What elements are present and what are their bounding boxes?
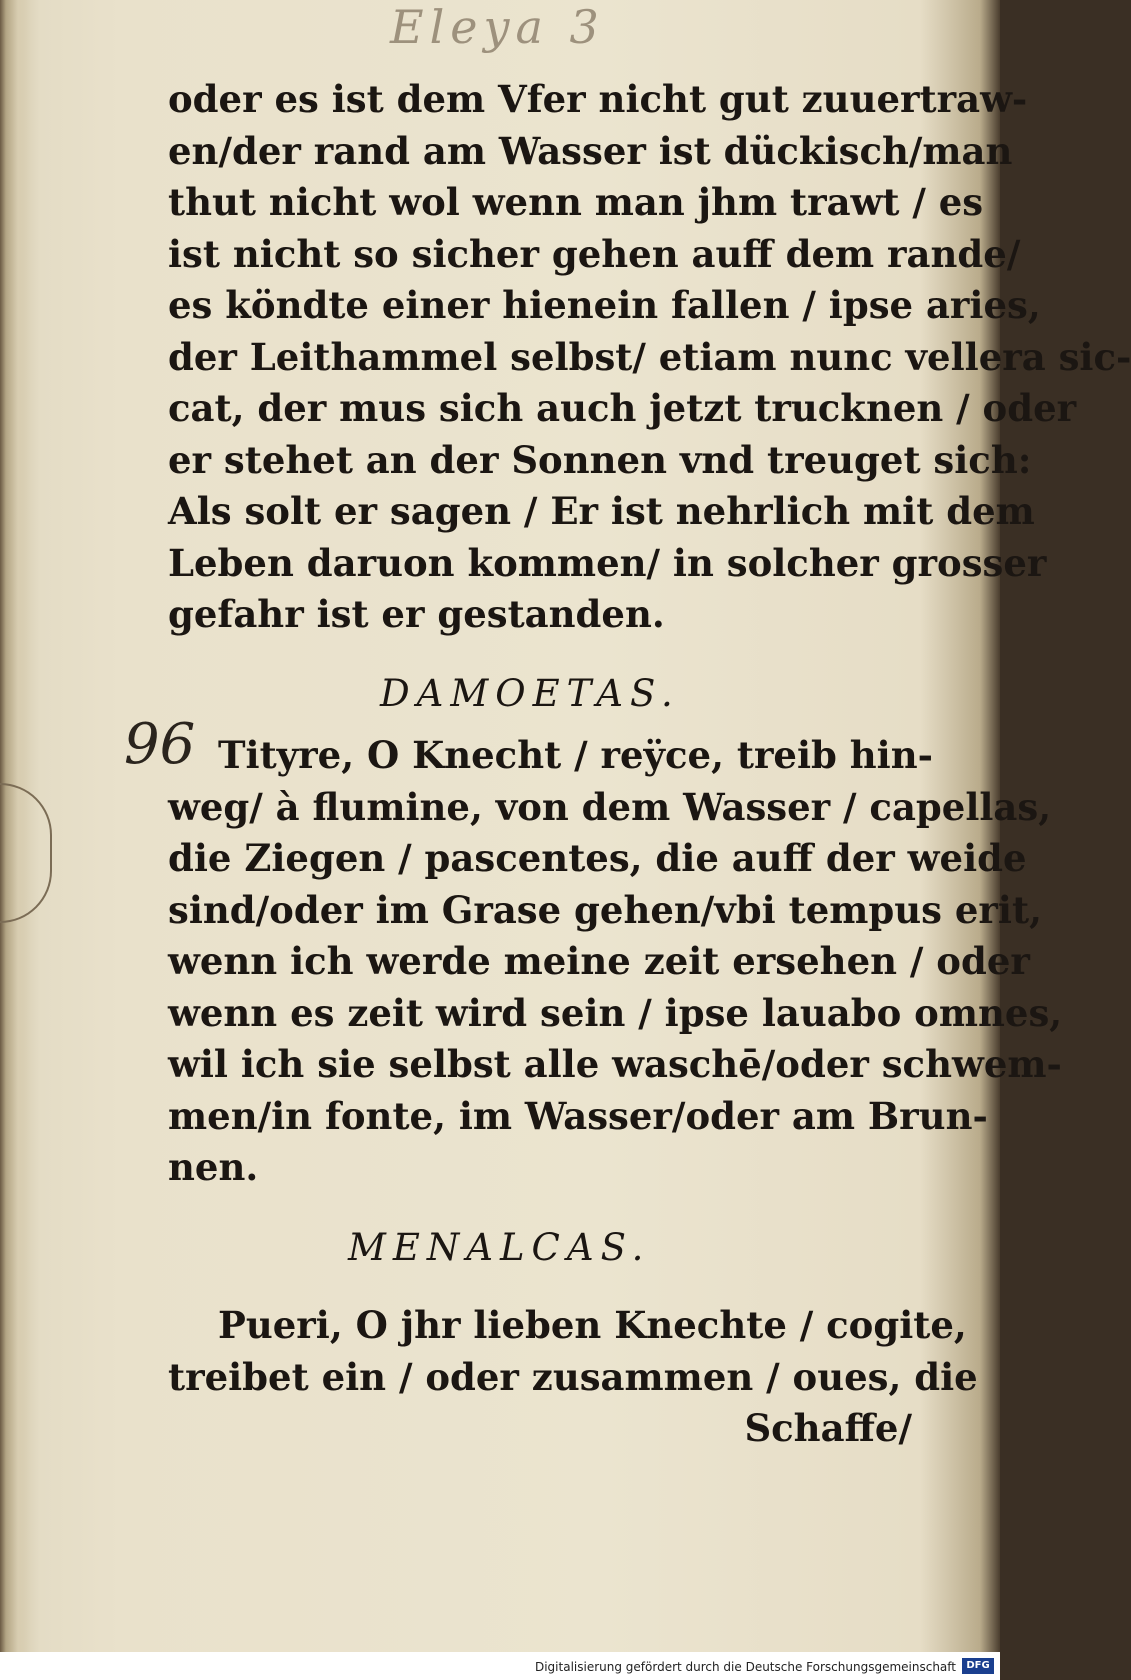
text-line: nen. (168, 1145, 259, 1189)
text-line: treibet ein / oder zusammen / oues, die (168, 1354, 978, 1399)
text-block-2 (168, 730, 1063, 1194)
text-line: er stehet an der Sonnen vnd treuget sich: (168, 437, 1032, 482)
text-line: wenn ich werde meine zeit ersehen / oder (168, 939, 1030, 983)
text-line: Leben daruon kommen/ in solcher grosser (168, 540, 1047, 585)
text-line: gefahr ist er gestanden. (168, 592, 665, 636)
text-line: thut nicht wol wenn man jhm trawt / es (168, 180, 984, 224)
speaker-heading-damoetas: DAMOETAS. (380, 672, 680, 715)
text-line: en/der rand am Wasser ist dückisch/man (168, 128, 1013, 173)
header-handwriting: Eleya 3 (390, 0, 605, 54)
text-line: ist nicht so sicher gehen auff dem rande/ (168, 231, 1021, 276)
footer-bar (0, 1652, 1000, 1680)
catchword-line: Schaffe/ (744, 1406, 912, 1450)
text-line: Tityre, O Knecht / reÿce, treib hin- (218, 733, 933, 777)
text-line: Als solt er sagen / Er ist nehrlich mit dem (168, 489, 1035, 533)
text-line: die Ziegen / pascentes, die auff der weide (168, 836, 1027, 880)
text-line: Pueri, O jhr lieben Knechte / cogite, (218, 1303, 967, 1347)
funding-credit: Digitalisierung gefördert durch die Deutsche Forschungsgemeinschaft (534, 1660, 956, 1674)
page-clip-mark (0, 783, 52, 923)
text-line: wenn es zeit wird sein / ipse lauabo omnes, (168, 990, 1063, 1035)
text-line: wil ich sie selbst alle waschē/oder schwem- (168, 1042, 1062, 1086)
text-block-1 (168, 74, 1131, 641)
text-block-3 (168, 1300, 978, 1455)
text-line: sind/oder im Grase gehen/vbi tempus erit, (168, 887, 1042, 932)
text-line: men/in fonte, im Wasser/oder am Brun- (168, 1093, 988, 1138)
text-line: es köndte einer hienein fallen / ipse aries, (168, 283, 1041, 327)
text-line: der Leithammel selbst/ etiam nunc vellera sic- (168, 334, 1131, 379)
speaker-heading-menalcas: MENALCAS. (348, 1226, 651, 1269)
dfg-logo: DFG (962, 1658, 994, 1674)
text-line: weg/ à flumine, von dem Wasser / capellas, (168, 784, 1052, 829)
margin-number: 96 (124, 712, 196, 777)
text-line: cat, der mus sich auch jetzt trucknen / oder (168, 386, 1077, 430)
text-line: oder es ist dem Vfer nicht gut zuuertraw- (168, 77, 1028, 121)
